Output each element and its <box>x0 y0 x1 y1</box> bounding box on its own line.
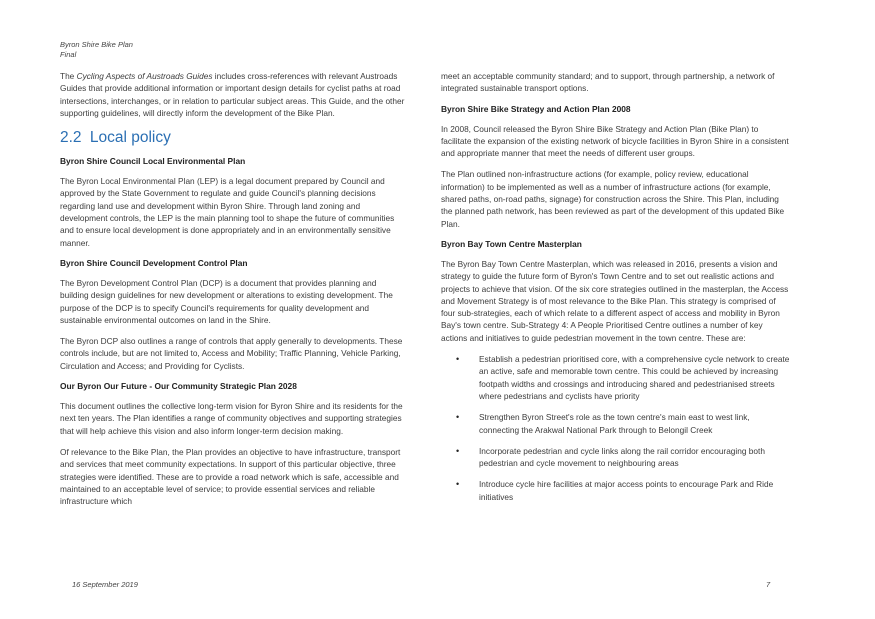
page-header <box>60 40 133 60</box>
bullet-icon: • <box>456 354 460 365</box>
list-item <box>441 353 791 402</box>
paragraph-community-plan-2: Of relevance to the Bike Plan, the Plan provides an objective to have infrastructure, transport and services that meet community expectations. In support of this particular objective, three strategies were identified. These are to provide a road network which is safe, accessible and maintained to an acceptable level of service; to provide essential services and reliable infrastructure which <box>60 446 401 507</box>
paragraph-dcp-2: The Byron DCP also outlines a range of controls that apply generally to developments. These controls include, but are not limited to, Access and Mobility; Traffic Planning, Vehicle Parking, Circulation and Access; and Providing for Cyclists. <box>60 336 403 371</box>
heading-town-centre-masterplan: Byron Bay Town Centre Masterplan <box>441 238 582 249</box>
heading-lep: Byron Shire Council Local Environmental Plan <box>60 156 246 167</box>
paragraph-bike-strategy-1: In 2008, Council released the Byron Shire Bike Strategy and Action Plan (Bike Plan) to facilitate the expansion of the existing network of bicycle facilities in Byron Shire in a consistent and appropriate manner that meet the needs of different user groups. <box>441 123 789 159</box>
paragraph-bike-strategy-2: The Plan outlined non-infrastructure actions (for example, policy review, educational information) to be implemented as well as a number of infrastructure actions (for example, shared paths, on-road paths, signage) for construction across the Shire. This Plan, including the planned path network, has been reviewed as part of the development of this updated Bike Plan. <box>441 169 785 229</box>
heading-dcp: Byron Shire Council Development Control Plan <box>60 257 248 268</box>
bullet-icon: • <box>456 445 460 456</box>
list-item-text: Incorporate pedestrian and cycle links along the rail corridor encouraging both pedestrian and cycle movement to neighbouring areas <box>479 445 765 469</box>
paragraph-community-plan-1: This document outlines the collective long-term vision for Byron Shire and its residents for the next ten years. The Plan identifies a range of community objectives and supporting strategies that will help achieve this vision and also inform longer-term decision making. <box>60 401 403 436</box>
page-number: 7 <box>766 580 771 589</box>
header-document-status: Final <box>60 50 77 59</box>
list-item-text: Strengthen Byron Street's role as the town centre's main east to west link, connecting the Arakwal National Park through to Belongil Creek <box>479 412 750 435</box>
left-column <box>60 70 405 516</box>
list-item <box>441 445 791 470</box>
section-number: 2.2 <box>60 129 82 147</box>
section-heading-local-policy <box>60 128 405 148</box>
header-document-title: Byron Shire Bike Plan <box>60 40 133 49</box>
austroads-intro-paragraph <box>60 70 405 119</box>
list-item-text: Establish a pedestrian prioritised core, with a comprehensive cycle network to create an active, safe and memorable town centre. This could be achieved by increasing footpath widths and crossings and introducing shared and pedestrianised streets where pedestrians and cyclists have priority <box>479 354 790 401</box>
heading-community-strategic-plan: Our Byron Our Future - Our Community Strategic Plan 2028 <box>60 381 297 392</box>
heading-bike-strategy-2008: Byron Shire Bike Strategy and Action Plan 2008 <box>441 103 631 114</box>
footer-date: 16 September 2019 <box>72 580 138 589</box>
masterplan-actions-list <box>441 353 791 503</box>
list-item-text: Introduce cycle hire facilities at major access points to encourage Park and Ride initiatives <box>479 479 774 502</box>
paragraph-town-centre: The Byron Bay Town Centre Masterplan, which was released in 2016, presents a vision and strategy to guide the future form of Byron's Town Centre and to set out realistic actions and projects to achieve that vision. Of the six core strategies outlined in the masterplan, the Access and Movement Strategy is of most relevance to the Bike Plan. This strategy is comprised of four sub-strategies, each of which relate to a different aspect of access and mobility in Byron Bay's town centre. Sub-Strategy 4: A People Prioritised Centre outlines a number of key actions and initiatives to guide pedestrian movement in the town centre. These are: <box>441 258 789 343</box>
bullet-icon: • <box>456 412 460 423</box>
paragraph-dcp-1: The Byron Development Control Plan (DCP) is a document that provides planning and building design guidelines for new development or alterations to existing development. The purpose of the DCP is to specify Council's requirements for quality development and sustainable environmental outcomes on land in the Shire. <box>60 277 393 325</box>
intro-prefix: The <box>60 71 77 81</box>
austroads-guide-title: Cycling Aspects of Austroads Guides <box>76 71 213 81</box>
intro-body: includes cross-references with relevant Austroads Guides that provide additional information or important design details for cyclist paths at road intersections, interchanges, or in relation to particular subject areas. This Guide, and the other supporting guidelines, will directly inform the development of the Bike Plan. <box>60 71 405 118</box>
right-column <box>441 70 791 512</box>
section-title: Local policy <box>89 129 171 147</box>
bullet-icon: • <box>456 479 460 490</box>
paragraph-continued: meet an acceptable community standard; and to support, through partnership, a network of integrated sustainable transport options. <box>441 71 775 94</box>
list-item <box>441 478 791 503</box>
paragraph-lep: The Byron Local Environmental Plan (LEP) is a legal document prepared by Council and approved by the State Government to regulate and guide Council's planning decisions regarding land use and development within Byron Shire. Through land zoning and development controls, the LEP is the main planning tool to shape the future of communities and to ensure local development is done appropriately and in an environmentally sensitive manner. <box>60 176 395 248</box>
list-item <box>441 411 791 436</box>
